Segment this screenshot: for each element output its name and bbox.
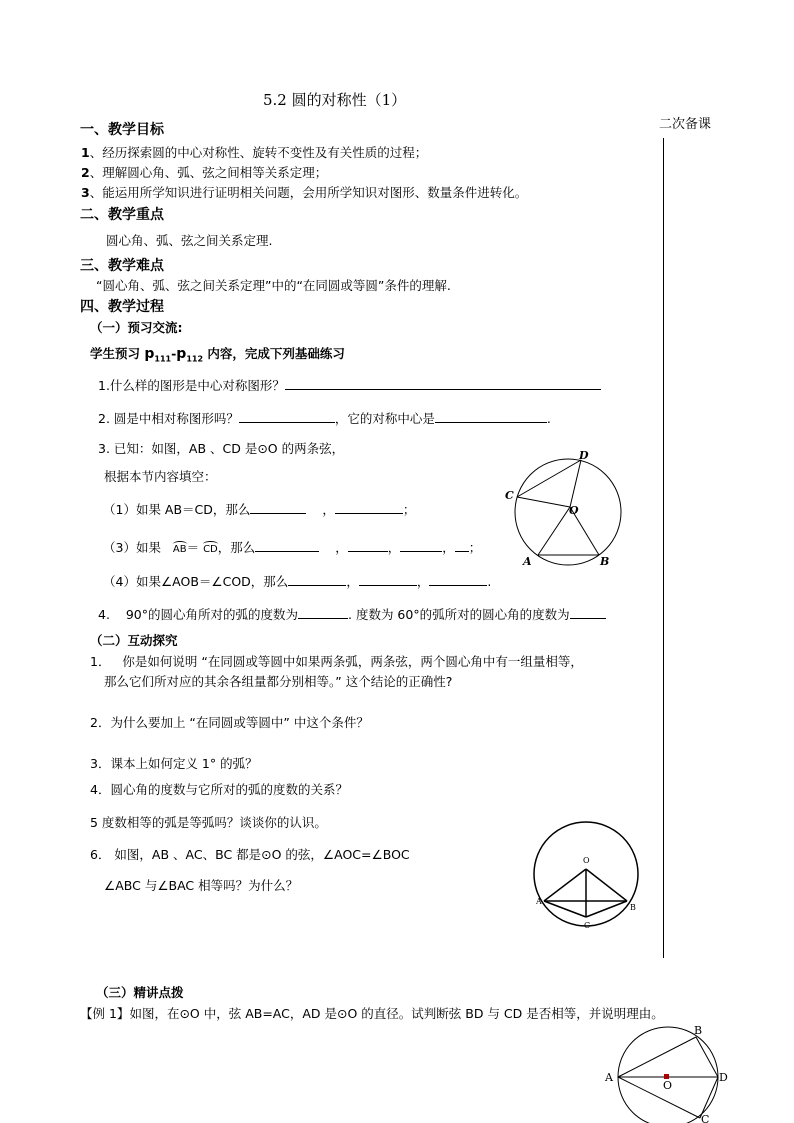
answer-blank[interactable]	[435, 410, 547, 423]
question-3-part-3: （4）如果∠AOB＝∠COD，那么 ， ， .	[103, 574, 492, 589]
key-point-text: 圆心角、弧、弦之间关系定理.	[106, 233, 273, 248]
explore-5: 5 度数相等的弧是等弧吗？谈谈你的认识。	[90, 815, 327, 830]
point-label: O	[583, 856, 590, 865]
point-label: O	[569, 504, 579, 517]
explore-6-cont: ∠ABC 与∠BAC 相等吗？为什么？	[104, 878, 299, 893]
point-label: B	[600, 555, 610, 568]
answer-blank[interactable]	[285, 377, 601, 390]
point-label: D	[579, 449, 589, 462]
question-3: 3. 已知：如图，AB 、CD 是⊙O 的两条弦，	[98, 441, 345, 456]
point-label: C	[701, 1113, 710, 1123]
point-label: C	[584, 921, 591, 930]
explore-2: 2．为什么要加上 “在同圆或等圆中” 中这个条件？	[90, 715, 369, 730]
question-2: 2. 圆是中相对称图形吗？ ，它的对称中心是 .	[98, 411, 551, 426]
subsection-explore: （二）互动探究	[90, 633, 178, 648]
question-1: 1.什么样的图形是中心对称图形？	[98, 376, 601, 394]
point-label: O	[663, 1079, 673, 1092]
side-label: 二次备课	[659, 117, 712, 132]
subsection-lecture: （三）精讲点拨	[96, 985, 184, 1000]
answer-blank[interactable]	[298, 606, 348, 619]
answer-blank[interactable]	[429, 573, 487, 586]
explore-1: 1． 你是如何说明 “在同圆或等圆中如果两条弧，两条弦，两个圆心角中有一组量相等，	[90, 654, 583, 669]
question-3-instruction: 根据本节内容填空：	[104, 469, 217, 484]
objective-1: 1、经历探索圆的中心对称性、旋转不变性及有关性质的过程；	[81, 145, 428, 160]
answer-blank[interactable]	[239, 410, 335, 423]
arc-ab: AB	[173, 541, 187, 555]
objective-3: 3、能运用所学知识进行证明相关问题，会用所学知识对图形、数量条件进转化。	[81, 185, 528, 200]
answer-blank[interactable]	[250, 501, 306, 514]
margin-divider	[663, 138, 664, 958]
point-label: D	[719, 1071, 728, 1084]
point-label: B	[694, 1024, 703, 1037]
section-3-heading: 三、教学难点	[80, 258, 164, 274]
example-1: 【例 1】如图，在⊙O 中，弦 AB=AC，AD 是⊙O 的直径。试判断弦 BD 与 CD 是否相等，并说明理由。	[80, 1006, 664, 1021]
point-label: C	[505, 489, 514, 502]
question-4: 4. 90°的圆心角所对的弧的度数为 . 度数为 60°的弧所对的圆心角的度数为	[98, 605, 606, 623]
answer-blank[interactable]	[335, 501, 403, 514]
question-3-part-1: （1）如果 AB＝CD，那么 ， ；	[103, 502, 416, 517]
page-title: 5.2 圆的对称性（1）	[263, 91, 407, 109]
figure-circle-chords	[500, 445, 630, 575]
objective-2: 2、理解圆心角、弧、弦之间相等关系定理；	[81, 165, 328, 180]
answer-blank[interactable]	[400, 539, 442, 552]
point-label: B	[630, 903, 636, 912]
figure-circle-isosceles	[530, 818, 646, 934]
question-3-part-2: （3）如果 AB＝ CD，那么 ， ， ， ；	[103, 540, 482, 555]
preview-instruction: 学生预习 $p_{111}-p_{112}$ 内容，完成下列基础练习	[90, 346, 345, 364]
point-label: A	[536, 897, 542, 906]
section-4-heading: 四、教学过程	[80, 299, 164, 315]
answer-blank[interactable]	[348, 539, 388, 552]
subsection-preview: （一）预习交流:	[90, 320, 183, 335]
figure-example-circle	[600, 1020, 740, 1123]
explore-6: 6． 如图，AB 、AC、BC 都是⊙O 的弦，∠AOC=∠BOC	[90, 847, 410, 862]
point-label: A	[523, 555, 532, 568]
explore-1-cont: 那么它们所对应的其余各组量都分别相等。” 这个结论的正确性?	[104, 674, 453, 689]
arc-cd: CD	[203, 541, 218, 555]
answer-blank[interactable]	[255, 539, 319, 552]
answer-blank[interactable]	[570, 606, 606, 619]
point-label: A	[605, 1071, 613, 1084]
section-2-heading: 二、教学重点	[80, 207, 164, 223]
explore-4: 4．圆心角的度数与它所对的弧的度数的关系？	[90, 782, 348, 797]
explore-3: 3．课本上如何定义 1° 的弧？	[90, 756, 258, 771]
answer-blank[interactable]	[359, 573, 417, 586]
answer-blank[interactable]	[455, 539, 469, 552]
answer-blank[interactable]	[288, 573, 346, 586]
section-1-heading: 一、教学目标	[80, 122, 164, 138]
difficulty-text: “圆心角、弧、弦之间关系定理”中的“在同圆或等圆”条件的理解.	[96, 278, 451, 293]
